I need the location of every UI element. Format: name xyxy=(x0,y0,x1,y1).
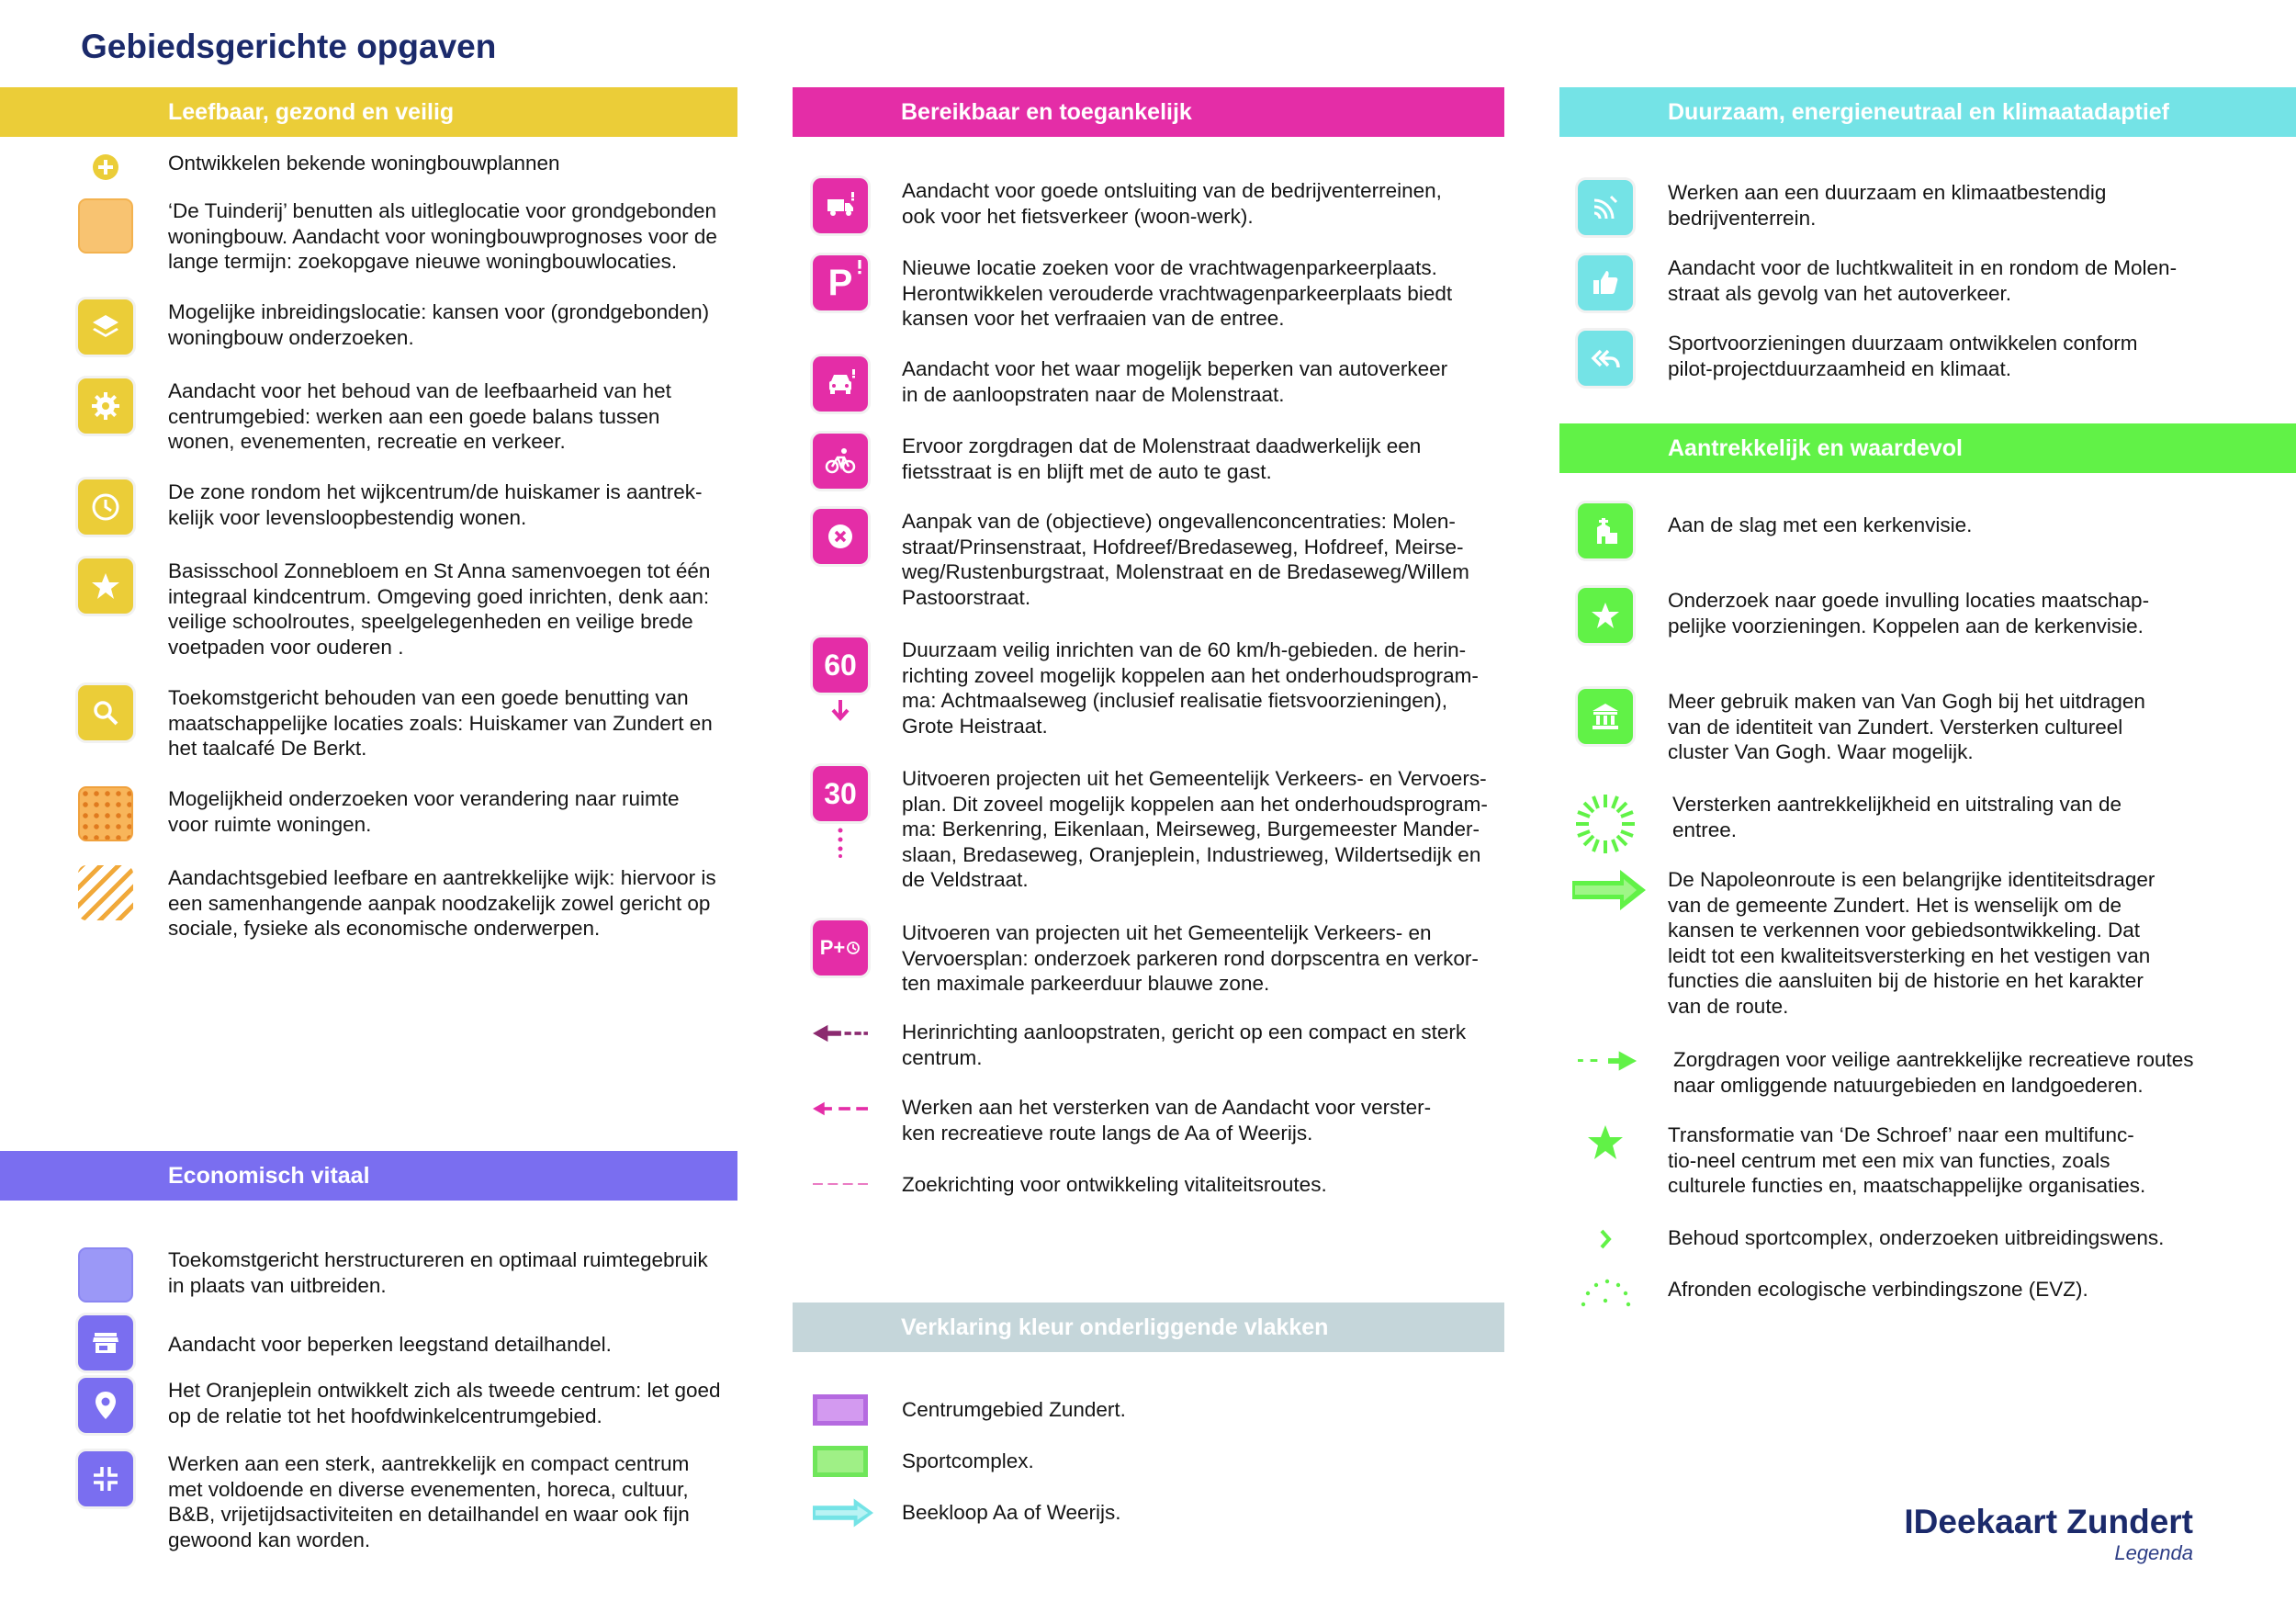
list-item xyxy=(78,1378,721,1433)
item-text: Versterken aantrekkelijkheid en uitstraling van de entree. xyxy=(1672,793,2122,841)
item-text: Toekomstgericht herstructureren en optimaal ruimtegebruik in plaats van uitbreiden. xyxy=(168,1248,708,1297)
speed-label: 30 xyxy=(824,776,857,810)
page-title: Gebiedsgerichte opgaven xyxy=(81,28,497,65)
cyan-arrow-icon xyxy=(813,1497,873,1528)
list-item xyxy=(78,198,717,275)
dotted-arc-icon xyxy=(1578,1277,1633,1310)
item-text: De Napoleonroute is een belangrijke identiteitsdrager van de gemeente Zundert. Het is wenselijk om de kansen te verkennen voor gebiedsontwikkeling. Dat leidt tot een kwaliteitsversterking en het vestigen van functies die aansluiten bij de historie en het karakter van de route. xyxy=(1668,868,2155,1018)
list-item xyxy=(813,434,1421,489)
close-circle-icon xyxy=(813,509,868,564)
section-header-duurzaam xyxy=(1559,87,2296,137)
item-text: Meer gebruik maken van Van Gogh bij het uitdragen van de identiteit van Zundert. Versterken cultureel cluster Van Gogh. Waar mogelijk. xyxy=(1668,690,2145,763)
item-text: Duurzaam veilig inrichten van de 60 km/h-gebieden. de herin- richting zoveel mogelijk koppelen aan het onderhoudsprogram- ma: Achtmaalseweg (inclusief realisatie fietsvoorzieningen), Grote Heistraat. xyxy=(902,638,1479,738)
big-green-arrow-icon xyxy=(1572,867,1646,913)
item-text: Werken aan het versterken van de Aandacht voor verster- ken recreatieve route langs de Aa of Weerijs. xyxy=(902,1096,1432,1145)
item-text: Aanpak van de (objectieve) ongevallenconcentraties: Molen- straat/Prinsenstraat, Hofdreef/Bredaseweg, Hofdreef, Meirse- weg/Rustenburgstraat, Molenstraat en de Bredaseweg/Willem Pastoorstraat. xyxy=(902,510,1469,609)
item-text: Uitvoeren projecten uit het Gemeentelijk Verkeers- en Vervoers- plan. Dit zoveel mogelijk koppelen aan het onderhoudsprogram- ma: Berkenring, Eikenlaan, Meirseweg, Burgemeester Mander- slaan, Bredaseweg, Oranjeplein, Industrieweg, Wildertsedijk en de Veldstraat. xyxy=(902,767,1488,891)
brand-subtitle: Legenda xyxy=(2114,1541,2193,1564)
section-header-bereikbaar xyxy=(793,87,1504,137)
list-item xyxy=(813,766,1488,893)
violet-box-swatch xyxy=(813,1394,868,1426)
list-item xyxy=(1578,1277,2088,1310)
item-text: Werken aan een sterk, aantrekkelijk en compact centrum met voldoende en diverse evenementen, horeca, cultuur, B&B, vrijetijdsactiviteiten en detailhandel en waar ook fijn gewoond kan worden. xyxy=(168,1452,690,1551)
section-title: Duurzaam, energieneutraal en klimaatadaptief xyxy=(1668,98,2170,125)
green-star-icon xyxy=(1578,1122,1633,1163)
list-item xyxy=(1578,588,2149,643)
section-header-leefbaar xyxy=(0,87,737,137)
list-item xyxy=(1578,689,2145,765)
section-title: Leefbaar, gezond en veilig xyxy=(168,98,455,125)
item-text: Mogelijke inbreidingslocatie: kansen voor (grondgebonden) woningbouw onderzoeken. xyxy=(168,300,710,349)
item-text: Ervoor zorgdragen dat de Molenstraat daadwerkelijk een fietsstraat is en blijft met de auto te gast. xyxy=(902,434,1422,483)
list-item xyxy=(813,1172,1327,1198)
item-text: Mogelijkheid onderzoeken voor verandering naar ruimte voor ruimte woningen. xyxy=(168,787,680,836)
hatched-area-swatch xyxy=(78,865,133,920)
item-text: Het Oranjeplein ontwikkelt zich als tweede centrum: let goed op de relatie tot het hoofdwinkelcentrumgebied. xyxy=(168,1379,721,1427)
star-icon xyxy=(1578,588,1633,643)
item-text: Aan de slag met een kerkenvisie. xyxy=(1668,513,1973,536)
list-item xyxy=(1578,1047,2194,1098)
list-item xyxy=(78,378,671,455)
map-pin-icon xyxy=(78,1378,133,1433)
list-item xyxy=(78,1247,708,1303)
section-header-verklaring xyxy=(793,1303,1504,1352)
green-dashed-arrow-icon xyxy=(1578,1047,1638,1075)
parking-label: P+ xyxy=(819,936,846,959)
item-text: Herinrichting aanloopstraten, gericht op een compact en sterk centrum. xyxy=(902,1021,1467,1069)
park-and-clock-icon xyxy=(813,920,868,976)
item-text: Aandacht voor de luchtkwaliteit in en rondom de Molen- straat als gevolg van het autoverkeer. xyxy=(1668,256,2178,305)
list-item xyxy=(813,509,1469,610)
search-icon xyxy=(78,685,133,740)
item-text: Aandacht voor het behoud van de leefbaarheid van het centrumgebied: werken aan een goede balans tussen wonen, evenementen, recreatie en verkeer. xyxy=(168,379,671,453)
chevron-right-icon xyxy=(1578,1225,1633,1253)
list-item xyxy=(813,1020,1466,1070)
section-header-aantrekkelijk xyxy=(1559,423,2296,473)
item-text: Ontwikkelen bekende woningbouwplannen xyxy=(168,152,560,175)
compress-icon xyxy=(78,1451,133,1506)
green-box-swatch xyxy=(813,1446,868,1477)
item-text: Aandacht voor beperken leegstand detailhandel. xyxy=(168,1333,612,1356)
list-item xyxy=(813,1394,1126,1426)
car-alert-icon xyxy=(813,356,868,412)
list-item xyxy=(1572,867,2155,1019)
dark-arrow-left-icon xyxy=(813,1020,868,1047)
sunburst-icon xyxy=(1578,792,1638,856)
item-text: Onderzoek naar goede invulling locaties maatschap- pelijke voorzieningen. Koppelen aan de kerkenvisie. xyxy=(1668,589,2150,637)
signal-icon xyxy=(1578,180,1633,235)
list-item xyxy=(813,178,1442,233)
magenta-dashed-arrow-icon xyxy=(813,1095,868,1122)
list-item xyxy=(78,786,680,841)
list-item xyxy=(813,1095,1431,1145)
speed-60-icon xyxy=(813,637,868,722)
list-item xyxy=(78,558,710,660)
item-text: Afronden ecologische verbindingszone (EVZ). xyxy=(1668,1278,2088,1301)
item-text: Werken aan een duurzaam en klimaatbestendig bedrijventerrein. xyxy=(1668,181,2107,230)
list-item xyxy=(1578,255,2177,310)
list-item xyxy=(1578,503,1972,558)
store-icon xyxy=(78,1315,133,1370)
item-text: Uitvoeren van projecten uit het Gemeentelijk Verkeers- en Vervoersplan: onderzoek parkeren rond dorpscentra en verkor- ten maximale parkeerduur blauwe zone. xyxy=(902,921,1479,995)
section-title: Economisch vitaal xyxy=(168,1162,370,1189)
section-title: Verklaring kleur onderliggende vlakken xyxy=(901,1314,1329,1340)
list-item xyxy=(1578,180,2106,235)
list-item xyxy=(78,865,716,942)
list-item xyxy=(78,151,560,184)
brand-title: IDeekaart Zundert xyxy=(1904,1503,2193,1540)
gear-icon xyxy=(78,378,133,434)
item-text: Behoud sportcomplex, onderzoeken uitbreidingswens. xyxy=(1668,1226,2165,1249)
list-item xyxy=(1578,792,2122,856)
branding xyxy=(1904,1503,2193,1565)
reply-all-icon xyxy=(1578,331,1633,386)
item-text: Centrumgebied Zundert. xyxy=(902,1398,1126,1421)
list-item xyxy=(813,1446,1034,1477)
item-text: Toekomstgericht behouden van een goede benutting van maatschappelijke locaties zoals: Huiskamer van Zundert en het taalcafé De Berkt. xyxy=(168,686,713,760)
bicycle-icon xyxy=(813,434,868,489)
item-text: Zoekrichting voor ontwikkeling vitaliteitsroutes. xyxy=(902,1173,1327,1196)
list-item xyxy=(78,479,703,535)
church-icon xyxy=(1578,503,1633,558)
item-text: ‘De Tuinderij’ benutten als uitleglocatie voor grondgebonden woningbouw. Aandacht voor woningbouwprognoses voor de lange termijn: zoekopgave nieuwe woningbouwlocaties. xyxy=(168,199,717,273)
item-text: Beekloop Aa of Weerijs. xyxy=(902,1501,1121,1524)
plus-circle-icon xyxy=(78,151,133,184)
item-text: De zone rondom het wijkcentrum/de huiskamer is aantrek- kelijk voor levensloopbestendig wonen. xyxy=(168,480,703,529)
item-text: Sportvoorzieningen duurzaam ontwikkelen conform pilot-projectduurzaamheid en klimaat. xyxy=(1668,332,2138,380)
item-text: Basisschool Zonnebloem en St Anna samenvoegen tot één integraal kindcentrum. Omgeving goed inrichten, denk aan: veilige schoolroutes, speelgelegenheden en veilige brede voetpaden voor ouderen . xyxy=(168,559,711,659)
section-header-economisch xyxy=(0,1151,737,1201)
list-item xyxy=(78,299,709,355)
item-text: Aandacht voor goede ontsluiting van de bedrijventerreinen, ook voor het fietsverkeer (woon-werk). xyxy=(902,179,1442,228)
list-item xyxy=(78,1451,690,1552)
list-item xyxy=(78,1315,612,1370)
item-text: Nieuwe locatie zoeken voor de vrachtwagenparkeerplaats. Herontwikkelen verouderde vrachtwagenparkeerplaats biedt kansen voor het verfraaien van de entree. xyxy=(902,256,1453,330)
item-text: Transformatie van ‘De Schroef’ naar een multifunc- tio-neel centrum met een mix van functies, zoals culturele functies en, maatschappelijke organisaties. xyxy=(1668,1123,2146,1197)
parking-alert-icon: P xyxy=(813,255,868,310)
list-item xyxy=(1578,1122,2145,1199)
purple-area-swatch xyxy=(78,1247,133,1303)
section-title: Bereikbaar en toegankelijk xyxy=(901,98,1192,125)
orange-area-swatch xyxy=(78,198,133,254)
list-item xyxy=(1578,1225,2164,1253)
item-text: Zorgdragen voor veilige aantrekkelijke recreatieve routes naar omliggende natuurgebieden en landgoederen. xyxy=(1673,1048,2194,1097)
list-item xyxy=(1578,331,2138,386)
speed-30-icon xyxy=(813,766,868,858)
item-text: Aandachtsgebied leefbare en aantrekkelijke wijk: hiervoor is een samenhangende aanpak noodzakelijk zowel gericht op sociale, fysieke als economische onderwerpen. xyxy=(168,866,716,940)
clock-icon xyxy=(78,479,133,535)
list-item xyxy=(78,685,713,761)
list-item xyxy=(813,637,1479,739)
layers-icon xyxy=(78,299,133,355)
list-item xyxy=(813,920,1479,997)
list-item xyxy=(813,1497,1120,1528)
thin-dashed-line-icon xyxy=(813,1172,868,1196)
list-item xyxy=(813,255,1452,332)
star-icon xyxy=(78,558,133,614)
speed-label: 60 xyxy=(824,648,857,682)
thumbs-up-icon xyxy=(1578,255,1633,310)
section-title: Aantrekkelijk en waardevol xyxy=(1668,434,1963,461)
museum-icon xyxy=(1578,689,1633,744)
item-text: Aandacht voor het waar mogelijk beperken van autoverkeer in de aanloopstraten naar de Molenstraat. xyxy=(902,357,1448,406)
dotted-area-swatch xyxy=(78,786,133,841)
truck-alert-icon xyxy=(813,178,868,233)
list-item xyxy=(813,356,1447,412)
item-text: Sportcomplex. xyxy=(902,1449,1034,1472)
